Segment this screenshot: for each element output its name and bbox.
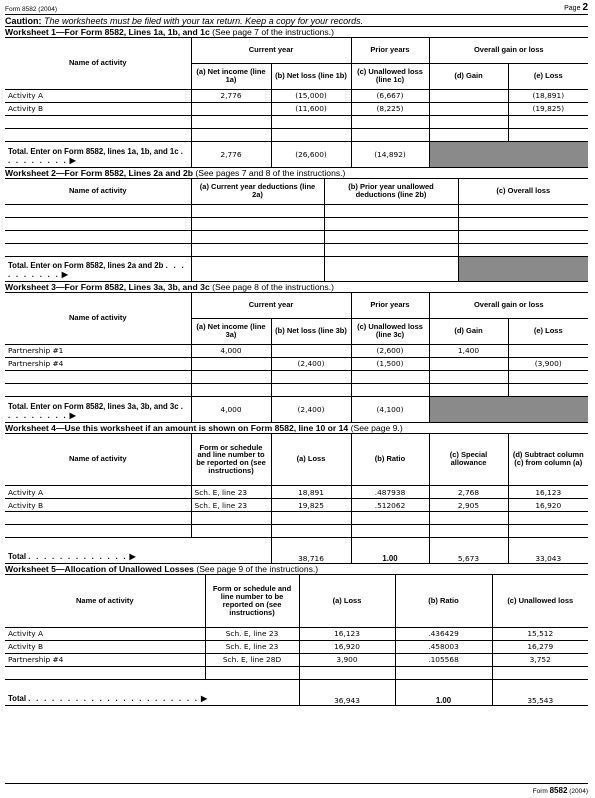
ws3-total-label: Total. Enter on Form 8582, lines 3a, 3b, and 3c . . . . . . . . . ▶: [5, 396, 191, 422]
worksheet-4-title: Worksheet 4—Use this worksheet if an amount is shown on Form 8582, line 10 or 14 (See page 9.): [5, 423, 588, 434]
shaded-area: [429, 141, 588, 167]
ws3-total-c[interactable]: (4,100): [351, 396, 429, 422]
ws3-group-current: Current year: [191, 293, 351, 318]
ws3-group-prior: Prior years: [351, 293, 429, 318]
table-row: [5, 205, 588, 218]
arrow-icon: ▶: [129, 552, 136, 562]
ws3-total-a[interactable]: 4,000: [191, 396, 271, 422]
form-page: [5, 2, 588, 706]
ws2-total-row: [5, 257, 588, 282]
worksheet-5-table: [5, 575, 588, 706]
ws3-col-e: (e) Loss: [508, 318, 588, 344]
ws4-col-form: Form or schedule and line number to be reported on (see instructions): [191, 434, 271, 486]
table-row: [5, 244, 588, 257]
ws4-total-b[interactable]: 1.00: [351, 538, 429, 564]
ws3-total-b[interactable]: (2,400): [271, 396, 351, 422]
ws3-col-c: (c) Unallowed loss (line 3c): [351, 318, 429, 344]
table-row: [5, 115, 588, 128]
worksheet-2-table: [5, 179, 588, 283]
table-row: Partnership #4 Sch. E, line 28D 3,900 .105568 3,752: [5, 653, 588, 666]
table-row: [5, 525, 588, 538]
ws1-col-e: (e) Loss: [508, 63, 588, 89]
ws1-group-prior: Prior years: [351, 38, 429, 63]
table-row: Activity A 2,776 (15,000) (6,667) (18,891): [5, 89, 588, 102]
table-row: Activity B Sch. E, line 23 16,920 .458003 16,279: [5, 640, 588, 653]
caution-line: Caution: The worksheets must be filed with your tax return. Keep a copy for your records.: [5, 15, 588, 27]
ws4-total-c[interactable]: 5,673: [429, 538, 508, 564]
table-row: Activity B Sch. E, line 23 19,825 .512062 2,905 16,920: [5, 499, 588, 512]
ws2-total-a[interactable]: [191, 257, 324, 282]
ws4-col-name: Name of activity: [5, 434, 191, 486]
ws2-col-c: (c) Overall loss: [458, 179, 588, 205]
shaded-area: [429, 396, 588, 422]
table-row: [5, 512, 588, 525]
ws1-col-name: Name of activity: [5, 38, 191, 89]
ws5-total-row: [5, 679, 588, 705]
ws4-col-b: (b) Ratio: [351, 434, 429, 486]
ws5-total-a[interactable]: 36,943: [299, 679, 395, 705]
ws4-total-row: [5, 538, 588, 564]
page-footer: Form 8582 (2004): [5, 783, 588, 795]
ws5-col-b: (b) Ratio: [395, 575, 492, 627]
worksheet-2-title: Worksheet 2—For Form 8582, Lines 2a and 2b (See pages 7 and 8 of the instructions.): [5, 168, 588, 179]
arrow-icon: ▶: [200, 693, 207, 703]
worksheet-5-title: Worksheet 5—Allocation of Unallowed Losses (See page 9 of the instructions.): [5, 564, 588, 575]
ws1-col-d: (d) Gain: [429, 63, 508, 89]
ws2-total-b[interactable]: [324, 257, 458, 282]
ws3-group-overall: Overall gain or loss: [429, 293, 588, 318]
ws4-total-a[interactable]: 38,716: [271, 538, 351, 564]
ws4-col-d: (d) Subtract column (c) from column (a): [508, 434, 588, 486]
ws5-total-c[interactable]: 35,543: [492, 679, 588, 705]
ws1-total-b[interactable]: (26,600): [271, 141, 351, 167]
ws2-total-label: Total. Enter on Form 8582, lines 2a and 2b . . . . . . . . . . ▶: [5, 257, 191, 282]
table-row: [5, 370, 588, 383]
ws1-total-row: [5, 141, 588, 167]
ws3-col-d: (d) Gain: [429, 318, 508, 344]
ws4-total-d[interactable]: 33,043: [508, 538, 588, 564]
ws4-col-a: (a) Loss: [271, 434, 351, 486]
shaded-area: [458, 257, 588, 282]
ws5-col-form: Form or schedule and line number to be reported on (see instructions): [205, 575, 299, 627]
ws1-col-c: (c) Unallowed loss (line 1c): [351, 63, 429, 89]
worksheet-4-table: [5, 434, 588, 565]
page-number: Page 2: [564, 2, 588, 13]
ws5-col-a: (a) Loss: [299, 575, 395, 627]
ws2-col-a: (a) Current year deductions (line 2a): [191, 179, 324, 205]
ws1-group-overall: Overall gain or loss: [429, 38, 588, 63]
table-row: Activity A Sch. E, line 23 16,123 .436429 15,512: [5, 627, 588, 640]
ws5-total-b[interactable]: 1.00: [395, 679, 492, 705]
ws1-group-current: Current year: [191, 38, 351, 63]
ws3-col-name: Name of activity: [5, 293, 191, 344]
ws4-col-c: (c) Special allowance: [429, 434, 508, 486]
table-row: [5, 218, 588, 231]
ws1-total-c[interactable]: (14,892): [351, 141, 429, 167]
worksheet-3-table: [5, 293, 588, 423]
arrow-icon: ▶: [69, 410, 76, 420]
ws2-col-name: Name of activity: [5, 179, 191, 205]
form-id: Form 8582 (2004): [5, 6, 58, 13]
ws2-col-b: (b) Prior year unallowed deductions (line 2b): [324, 179, 458, 205]
arrow-icon: ▶: [69, 155, 76, 165]
table-row: [5, 383, 588, 396]
ws1-total-a[interactable]: 2,776: [191, 141, 271, 167]
ws5-col-name: Name of activity: [5, 575, 205, 627]
table-row: [5, 128, 588, 141]
page-header: [5, 2, 588, 15]
ws1-col-a: (a) Net income (line 1a): [191, 63, 271, 89]
ws5-total-label: Total . . . . . . . . . . . . . . . . . . . . . . ▶: [5, 679, 299, 705]
ws1-total-label: Total. Enter on Form 8582, lines 1a, 1b, and 1c . . . . . . . . . ▶: [5, 141, 191, 167]
ws5-col-c: (c) Unallowed loss: [492, 575, 588, 627]
table-row: [5, 231, 588, 244]
worksheet-1-title: Worksheet 1—For Form 8582, Lines 1a, 1b, and 1c (See page 7 of the instructions.): [5, 27, 588, 38]
table-row: Partnership #4 (2,400) (1,500) (3,900): [5, 357, 588, 370]
table-row: Activity A Sch. E, line 23 18,891 .487938 2,768 16,123: [5, 486, 588, 499]
arrow-icon: ▶: [61, 270, 68, 280]
ws4-total-label: Total . . . . . . . . . . . . . ▶: [5, 538, 271, 564]
ws1-col-b: (b) Net loss (line 1b): [271, 63, 351, 89]
table-row: Partnership #1 4,000 (2,600) 1,400: [5, 344, 588, 357]
table-row: Activity B (11,600) (8,225) (19,825): [5, 102, 588, 115]
ws3-total-row: [5, 396, 588, 422]
table-row: [5, 666, 588, 679]
worksheet-3-title: Worksheet 3—For Form 8582, Lines 3a, 3b, and 3c (See page 8 of the instructions.): [5, 282, 588, 293]
ws3-col-b: (b) Net loss (line 3b): [271, 318, 351, 344]
ws3-col-a: (a) Net income (line 3a): [191, 318, 271, 344]
worksheet-1-table: [5, 38, 588, 168]
